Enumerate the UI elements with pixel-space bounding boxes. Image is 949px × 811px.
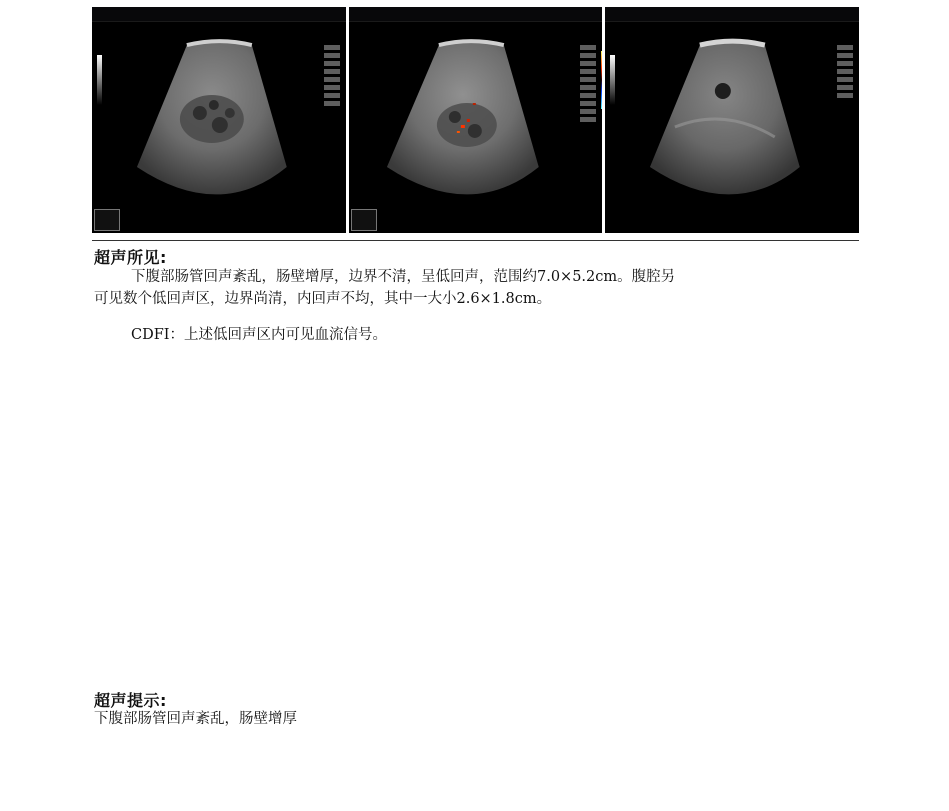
findings-paragraph (94, 266, 854, 310)
grayscale-scan-image (92, 7, 346, 233)
ultrasound-image-3 (605, 7, 859, 233)
cdfi-paragraph (94, 324, 854, 346)
impression-paragraph (94, 708, 854, 730)
scan-parameters (580, 45, 596, 125)
scan-parameters (837, 45, 853, 101)
ultrasound-image-strip (92, 7, 859, 233)
cdfi-line: CDFI：上述低回声区内可见血流信号。 (131, 327, 388, 343)
grayscale-scale-bar (97, 55, 102, 105)
measurement-box (351, 209, 377, 231)
color-doppler-scale-bar (601, 51, 603, 109)
findings-title: 超声所见: (94, 248, 167, 267)
section-divider (92, 240, 859, 241)
scan-parameters (324, 45, 340, 109)
impression-title: 超声提示: (94, 691, 167, 710)
ultrasound-image-2 (349, 7, 603, 233)
ultrasound-image-1 (92, 7, 346, 233)
grayscale-scale-bar (610, 55, 615, 105)
grayscale-scan-image (605, 7, 859, 233)
measurement-box (94, 209, 120, 231)
color-doppler-scan-image (349, 7, 603, 233)
findings-line-2: 可见数个低回声区，边界尚清，内回声不均，其中一大小2.6×1.8cm。 (94, 291, 552, 307)
findings-line-1: 下腹部肠管回声紊乱，肠壁增厚，边界不清，呈低回声，范围约7.0×5.2cm。腹腔另 (131, 269, 676, 285)
impression-text: 下腹部肠管回声紊乱，肠壁增厚 (94, 711, 297, 727)
